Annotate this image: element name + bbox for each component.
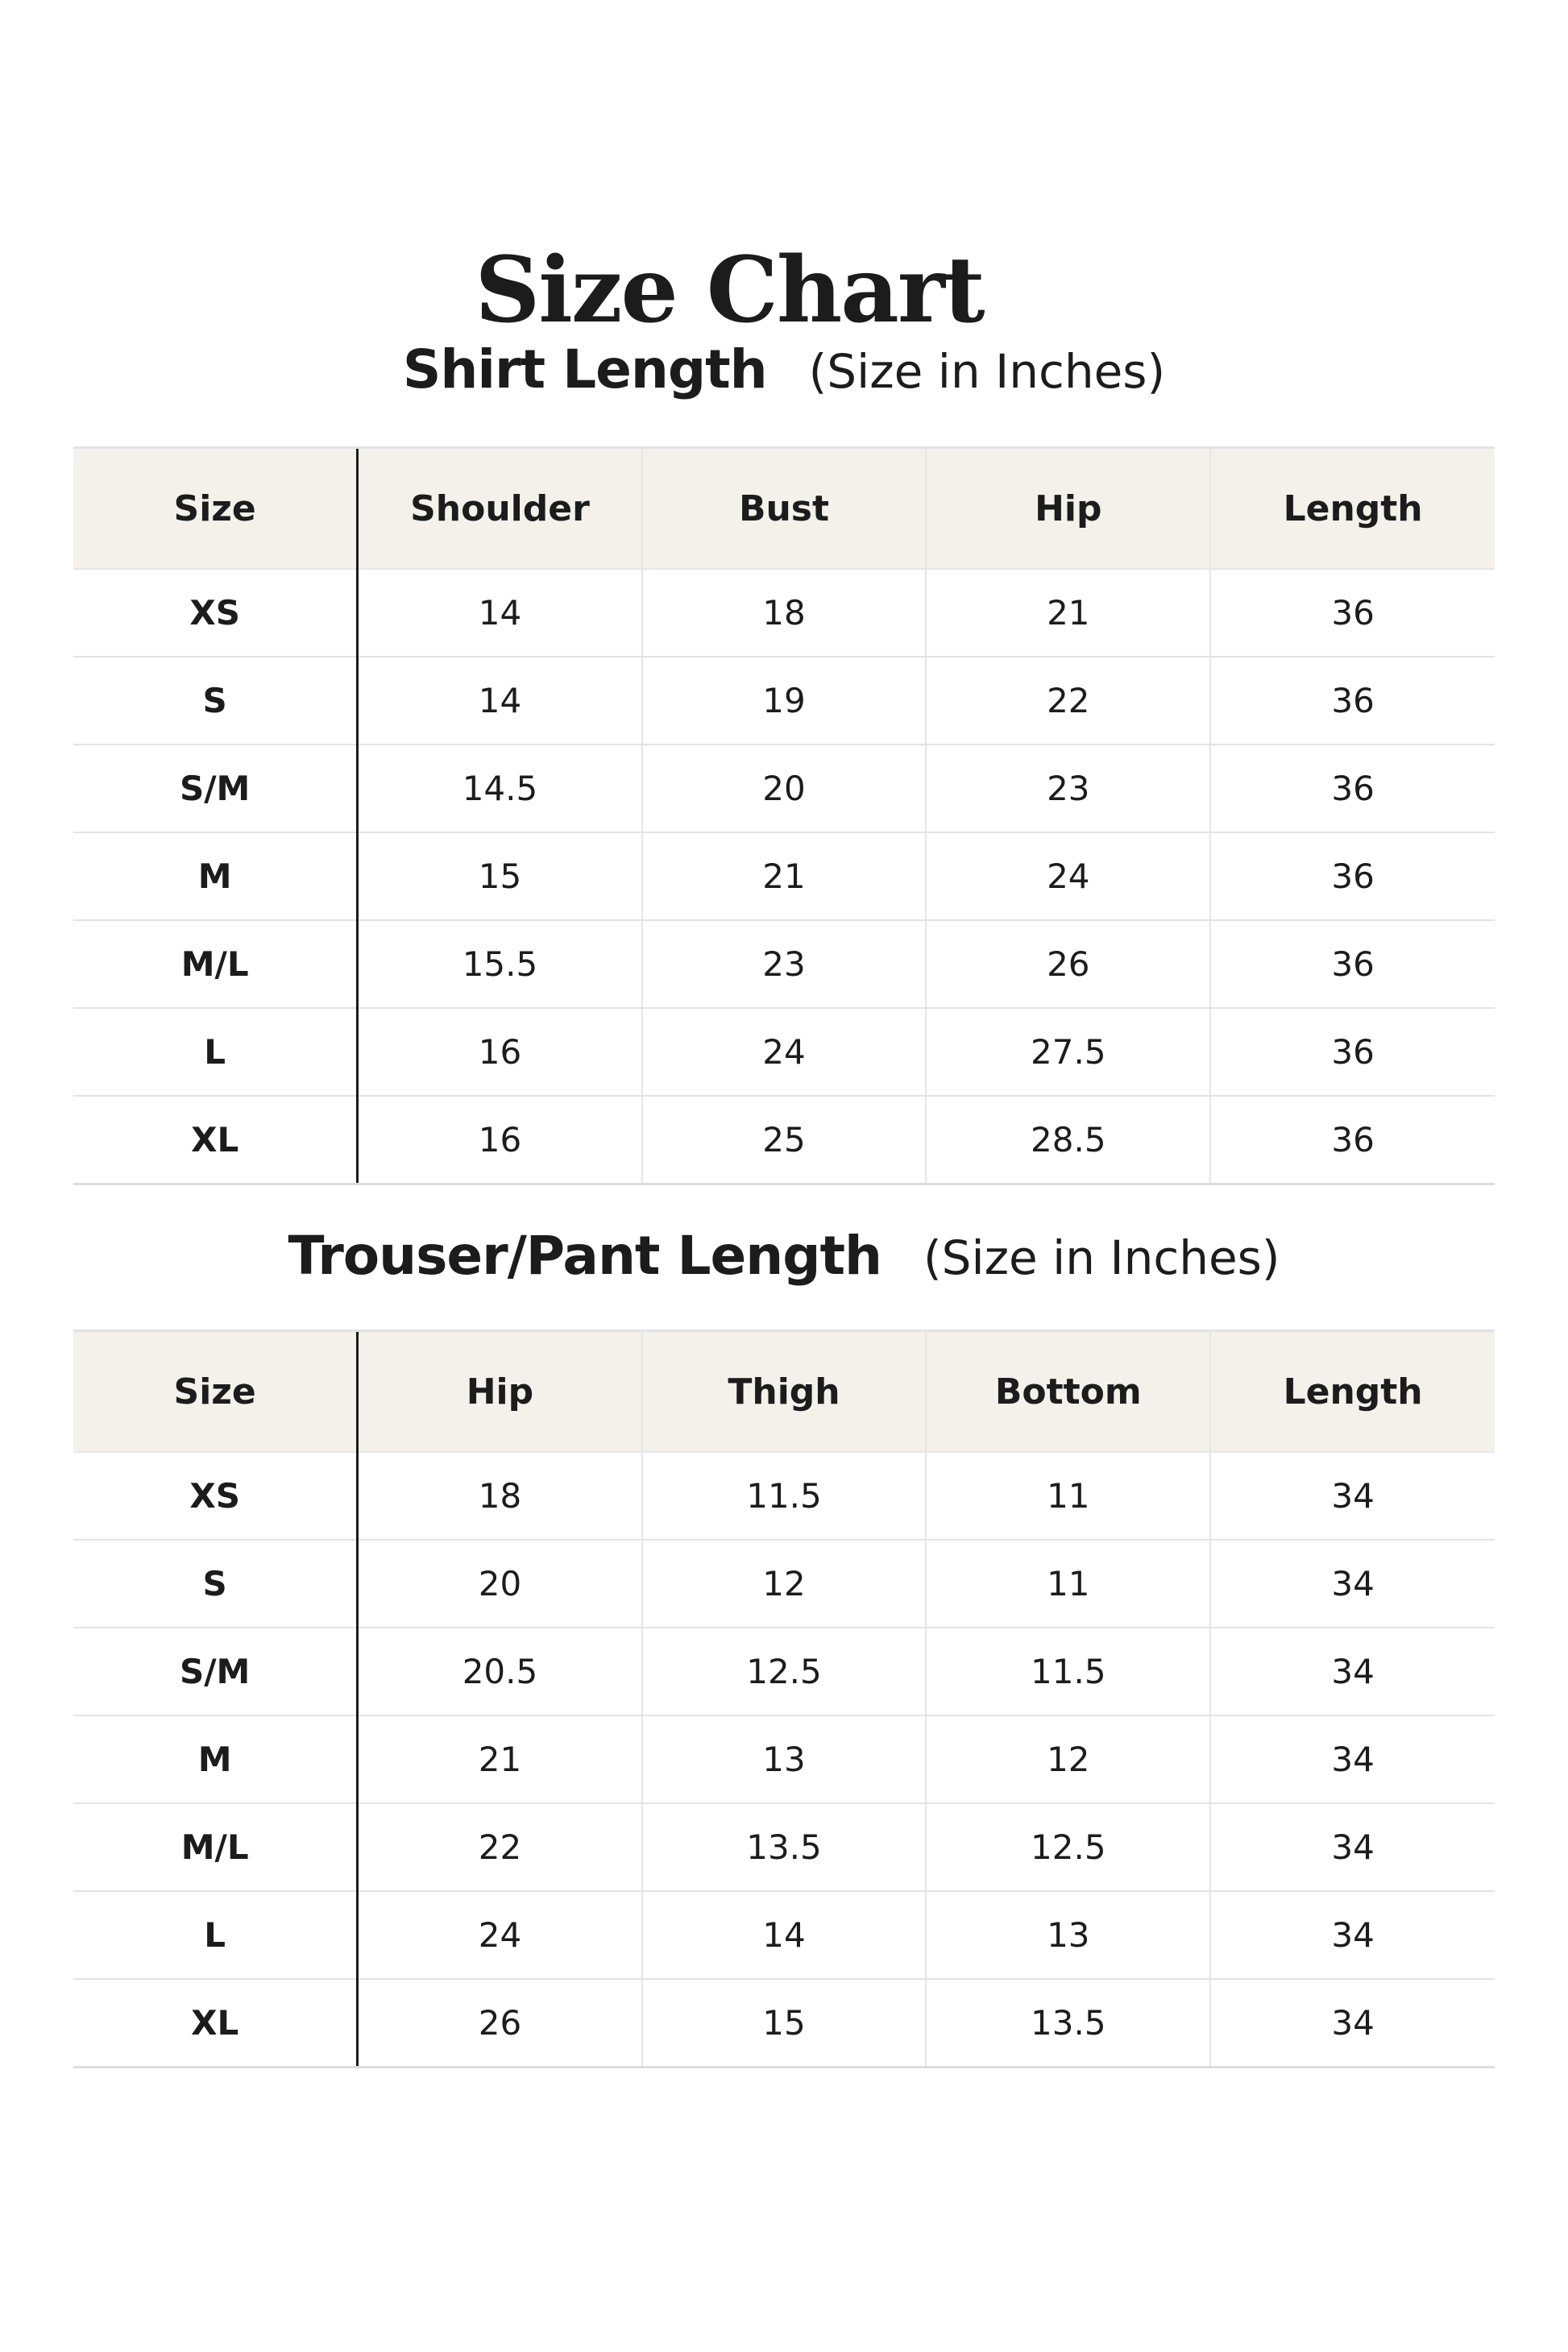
column-header-length: Length <box>1210 1331 1495 1453</box>
measurement-cell: 11.5 <box>926 1628 1210 1715</box>
measurement-cell: 22 <box>926 657 1210 745</box>
measurement-cell: 28.5 <box>926 1096 1210 1184</box>
size-cell: S/M <box>73 1628 358 1715</box>
measurement-cell: 14.5 <box>358 745 642 832</box>
measurement-cell: 36 <box>1210 920 1495 1008</box>
measurement-cell: 11 <box>926 1452 1210 1540</box>
shirt-section-heading <box>0 338 1568 400</box>
column-header-hip: Hip <box>926 448 1210 570</box>
size-cell: S <box>73 657 358 745</box>
measurement-cell: 15.5 <box>358 920 642 1008</box>
table-row <box>73 1096 1495 1184</box>
table-header-row <box>73 1331 1495 1453</box>
measurement-cell: 12 <box>926 1715 1210 1803</box>
measurement-cell: 20 <box>642 745 927 832</box>
size-cell: S/M <box>73 745 358 832</box>
size-cell: XL <box>73 1096 358 1184</box>
column-header-bust: Bust <box>642 448 927 570</box>
measurement-cell: 34 <box>1210 1803 1495 1891</box>
measurement-cell: 25 <box>642 1096 927 1184</box>
measurement-cell: 36 <box>1210 657 1495 745</box>
measurement-cell: 36 <box>1210 1096 1495 1184</box>
measurement-cell: 24 <box>358 1891 642 1979</box>
size-cell: XS <box>73 569 358 657</box>
size-cell: L <box>73 1008 358 1096</box>
size-cell: M/L <box>73 920 358 1008</box>
shirt-heading: Shirt Length <box>402 338 767 400</box>
measurement-cell: 34 <box>1210 1891 1495 1979</box>
measurement-cell: 19 <box>642 657 927 745</box>
shirt-size-table <box>73 446 1495 1185</box>
table-row <box>73 569 1495 657</box>
measurement-cell: 24 <box>642 1008 927 1096</box>
measurement-cell: 34 <box>1210 1452 1495 1540</box>
measurement-cell: 36 <box>1210 832 1495 920</box>
measurement-cell: 36 <box>1210 569 1495 657</box>
measurement-cell: 34 <box>1210 1715 1495 1803</box>
table-row <box>73 1979 1495 2068</box>
table-row <box>73 1452 1495 1540</box>
column-header-length: Length <box>1210 448 1495 570</box>
measurement-cell: 23 <box>926 745 1210 832</box>
measurement-cell: 13.5 <box>642 1803 927 1891</box>
measurement-cell: 12 <box>642 1540 927 1628</box>
trouser-heading: Trouser/Pant Length <box>288 1225 882 1287</box>
measurement-cell: 12.5 <box>642 1628 927 1715</box>
measurement-cell: 36 <box>1210 745 1495 832</box>
table-row <box>73 1540 1495 1628</box>
measurement-cell: 21 <box>926 569 1210 657</box>
column-header-bottom: Bottom <box>926 1331 1210 1453</box>
measurement-cell: 24 <box>926 832 1210 920</box>
measurement-cell: 15 <box>358 832 642 920</box>
measurement-cell: 14 <box>358 657 642 745</box>
size-cell: M <box>73 1715 358 1803</box>
measurement-cell: 11 <box>926 1540 1210 1628</box>
measurement-cell: 13 <box>926 1891 1210 1979</box>
measurement-cell: 22 <box>358 1803 642 1891</box>
table-row <box>73 657 1495 745</box>
measurement-cell: 12.5 <box>926 1803 1210 1891</box>
page-title: Size Chart <box>475 238 984 343</box>
measurement-cell: 20.5 <box>358 1628 642 1715</box>
measurement-cell: 34 <box>1210 1979 1495 2068</box>
measurement-cell: 15 <box>642 1979 927 2068</box>
column-header-size: Size <box>73 448 358 570</box>
size-cell: XS <box>73 1452 358 1540</box>
measurement-cell: 14 <box>642 1891 927 1979</box>
measurement-cell: 23 <box>642 920 927 1008</box>
size-cell: S <box>73 1540 358 1628</box>
size-cell: XL <box>73 1979 358 2068</box>
size-cell: M/L <box>73 1803 358 1891</box>
measurement-cell: 21 <box>642 832 927 920</box>
table-row <box>73 832 1495 920</box>
measurement-cell: 18 <box>358 1452 642 1540</box>
column-header-hip: Hip <box>358 1331 642 1453</box>
table-row <box>73 745 1495 832</box>
table-row <box>73 1803 1495 1891</box>
measurement-cell: 13.5 <box>926 1979 1210 2068</box>
table-row <box>73 1715 1495 1803</box>
measurement-cell: 11.5 <box>642 1452 927 1540</box>
column-header-size: Size <box>73 1331 358 1453</box>
measurement-cell: 34 <box>1210 1628 1495 1715</box>
trouser-unit-note: (Size in Inches) <box>923 1230 1280 1285</box>
measurement-cell: 18 <box>642 569 927 657</box>
measurement-cell: 14 <box>358 569 642 657</box>
measurement-cell: 34 <box>1210 1540 1495 1628</box>
measurement-cell: 36 <box>1210 1008 1495 1096</box>
measurement-cell: 26 <box>926 920 1210 1008</box>
column-header-shoulder: Shoulder <box>358 448 642 570</box>
measurement-cell: 13 <box>642 1715 927 1803</box>
table-row <box>73 1891 1495 1979</box>
size-cell: M <box>73 832 358 920</box>
measurement-cell: 27.5 <box>926 1008 1210 1096</box>
table-row <box>73 920 1495 1008</box>
measurement-cell: 20 <box>358 1540 642 1628</box>
trouser-size-table <box>73 1329 1495 2068</box>
size-cell: L <box>73 1891 358 1979</box>
table-header-row <box>73 448 1495 570</box>
table-row <box>73 1008 1495 1096</box>
measurement-cell: 26 <box>358 1979 642 2068</box>
measurement-cell: 16 <box>358 1008 642 1096</box>
measurement-cell: 21 <box>358 1715 642 1803</box>
column-header-thigh: Thigh <box>642 1331 927 1453</box>
shirt-unit-note: (Size in Inches) <box>808 344 1166 399</box>
table-row <box>73 1628 1495 1715</box>
measurement-cell: 16 <box>358 1096 642 1184</box>
trouser-section-heading <box>0 1225 1568 1287</box>
